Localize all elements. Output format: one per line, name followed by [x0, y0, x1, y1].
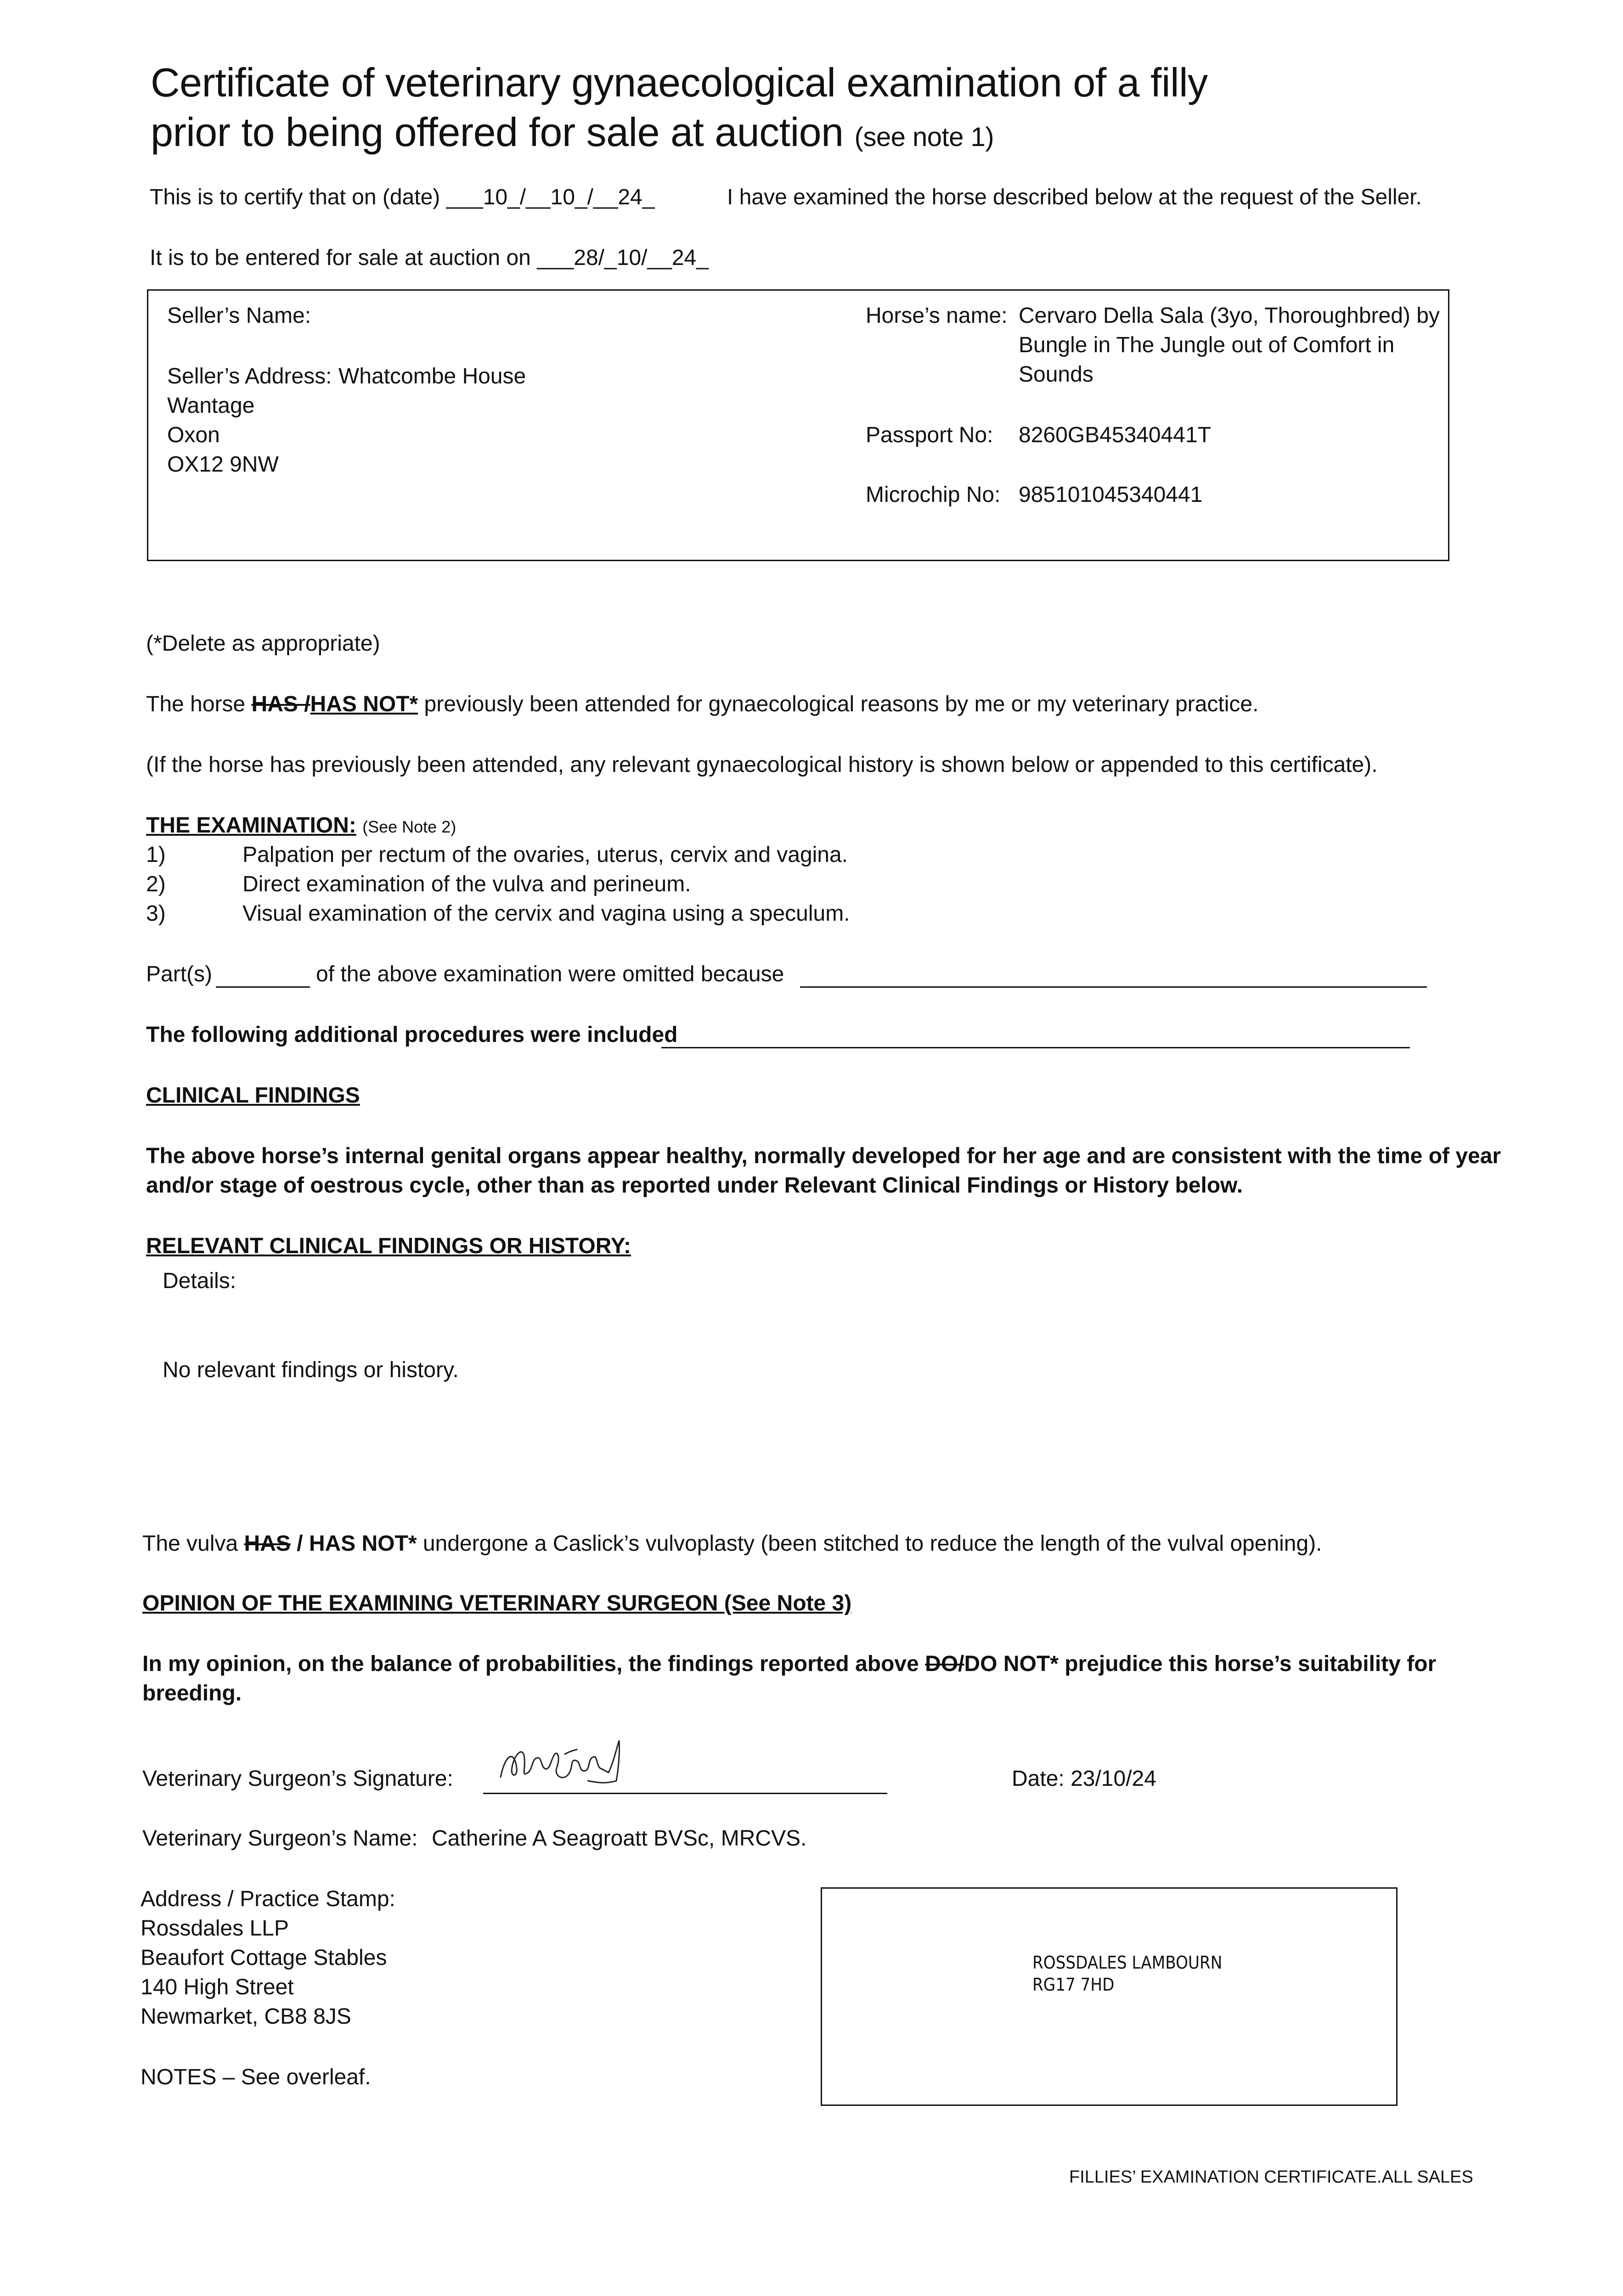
signature-label: Veterinary Surgeon’s Signature: — [142, 1767, 453, 1791]
clinical-heading: CLINICAL FINDINGS — [146, 1083, 360, 1108]
practice-line-3: 140 High Street — [141, 1975, 294, 1999]
relevant-heading: RELEVANT CLINICAL FINDINGS OR HISTORY: — [146, 1234, 631, 1258]
details-text: No relevant findings or history. — [163, 1358, 459, 1382]
clinical-text-1: The above horse’s internal genital organs appear healthy, normally developed for her age and are consistent with the time of year — [146, 1144, 1501, 1168]
certify-year: 24 — [618, 185, 642, 209]
signature-date-value: 23/10/24 — [1071, 1767, 1156, 1791]
opinion-line-1 — [142, 1649, 1436, 1679]
certify-month: 10 — [550, 185, 575, 209]
practice-stamp-box — [821, 1887, 1398, 2106]
seller-address-line-1: Whatcombe House — [338, 364, 526, 388]
seller-address-line-4: OX12 9NW — [167, 452, 279, 477]
exam-item-1-text: Palpation per rectum of the ovaries, uterus, cervix and vagina. — [242, 843, 848, 867]
opinion-suffix: prejudice this horse’s suitability for — [1065, 1652, 1437, 1676]
vulva-line — [142, 1529, 1322, 1559]
examination-heading: THE EXAMINATION: — [146, 813, 356, 838]
additional-label: The following additional procedures were included — [146, 1023, 678, 1047]
opinion-line-2: breeding. — [142, 1681, 242, 1705]
vulva-struck: HAS — [244, 1531, 291, 1556]
practice-line-1: Rossdales LLP — [141, 1916, 289, 1941]
horse-name-label: Horse’s name: — [866, 304, 1008, 328]
delete-note: (*Delete as appropriate) — [146, 631, 380, 656]
passport-number: 8260GB45340441T — [1019, 423, 1212, 447]
details-label: Details: — [163, 1269, 237, 1293]
exam-item-2-text: Direct examination of the vulva and perineum. — [242, 872, 691, 896]
certify-line — [150, 183, 654, 212]
practice-line-4: Newmarket, CB8 8JS — [141, 2004, 351, 2029]
sale-line: It is to be entered for sale at auction on ___28/_10/__24_ — [150, 246, 709, 270]
history-note: (If the horse has previously been attended, any relevant gynaecological history is shown below or appended to this certificate). — [146, 753, 1378, 777]
microchip-label: Microchip No: — [866, 483, 1001, 507]
attended-struck: HAS / — [251, 692, 310, 716]
exam-item-2-num: 2) — [146, 872, 166, 896]
omitted-reason-blank[interactable] — [800, 986, 1427, 988]
title-line-2-text: prior to being offered for sale at auction — [151, 109, 844, 155]
seller-address-line-3: Oxon — [167, 423, 220, 447]
examination-note: (See Note 2) — [362, 817, 456, 836]
attended-kept: HAS NOT* — [310, 692, 418, 716]
vulva-suffix: undergone a Caslick’s vulvoplasty (been stitched to reduce the length of the vulval opening). — [423, 1531, 1322, 1556]
opinion-prefix: In my opinion, on the balance of probabilities, the findings reported above — [142, 1652, 919, 1676]
signature-scribble-icon — [496, 1727, 634, 1795]
seller-address-label: Seller’s Address: — [167, 364, 332, 388]
omitted-middle: of the above examination were omitted because — [316, 962, 784, 986]
title-line-1: Certificate of veterinary gynaecological examination of a filly — [151, 60, 1208, 105]
passport-label: Passport No: — [866, 423, 993, 447]
practice-line-2: Beaufort Cottage Stables — [141, 1946, 387, 1970]
stamp-line-2: RG17 7HD — [1032, 1975, 1115, 1995]
title-line-2 — [151, 107, 994, 162]
certify-date: ___10_/__10_/__24_ — [446, 185, 655, 209]
title-note: (see note 1) — [854, 122, 994, 152]
sale-prefix: It is to be entered for sale at auction on — [150, 246, 531, 270]
opinion-struck: DO/ — [925, 1652, 964, 1676]
exam-item-3-text: Visual examination of the cervix and vagina using a speculum. — [242, 901, 850, 926]
horse-name-line-1: Cervaro Della Sala (3yo, Thoroughbred) by — [1019, 304, 1440, 328]
horse-name-line-3: Sounds — [1019, 362, 1093, 387]
exam-item-1-num: 1) — [146, 843, 166, 867]
certify-prefix: This is to certify that on (date) — [150, 185, 440, 209]
clinical-text-2: and/or stage of oestrous cycle, other than as reported under Relevant Clinical Findings or History below. — [146, 1173, 1243, 1198]
horse-name-line-2: Bungle in The Jungle out of Comfort in — [1019, 333, 1395, 357]
vulva-prefix: The vulva — [142, 1531, 238, 1556]
opinion-heading: OPINION OF THE EXAMINING VETERINARY SURGEON (See Note 3) — [142, 1591, 852, 1615]
footer: FILLIES’ EXAMINATION CERTIFICATE.ALL SALES — [1069, 2167, 1473, 2187]
certify-suffix: I have examined the horse described below at the request of the Seller. — [727, 185, 1422, 209]
examination-heading-line — [146, 811, 456, 842]
signature-date — [1012, 1764, 1156, 1794]
signature-date-label: Date: — [1012, 1767, 1065, 1791]
seller-name-label: Seller’s Name: — [167, 304, 311, 328]
microchip-number: 985101045340441 — [1019, 483, 1203, 507]
certify-day: 10 — [483, 185, 508, 209]
surgeon-name-label: Veterinary Surgeon’s Name: — [142, 1826, 418, 1851]
omitted-prefix: Part(s) — [146, 962, 212, 986]
sale-date: 28/_10/__24_ — [574, 246, 709, 270]
vulva-kept: / HAS NOT* — [297, 1531, 417, 1556]
surgeon-name: Catherine A Seagroatt BVSc, MRCVS. — [432, 1826, 807, 1851]
notes: NOTES – See overleaf. — [141, 2065, 371, 2089]
additional-blank[interactable] — [661, 1047, 1410, 1048]
omitted-parts-blank[interactable] — [216, 986, 310, 988]
attended-suffix: previously been attended for gynaecological reasons by me or my veterinary practice. — [424, 692, 1259, 716]
seller-address-line-2: Wantage — [167, 394, 255, 418]
practice-label: Address / Practice Stamp: — [141, 1887, 395, 1911]
opinion-kept: DO NOT* — [964, 1652, 1059, 1676]
stamp-line-1: ROSSDALES LAMBOURN — [1032, 1953, 1223, 1973]
attended-prefix: The horse — [146, 692, 246, 716]
exam-item-3-num: 3) — [146, 901, 166, 926]
attended-line — [146, 690, 1258, 719]
